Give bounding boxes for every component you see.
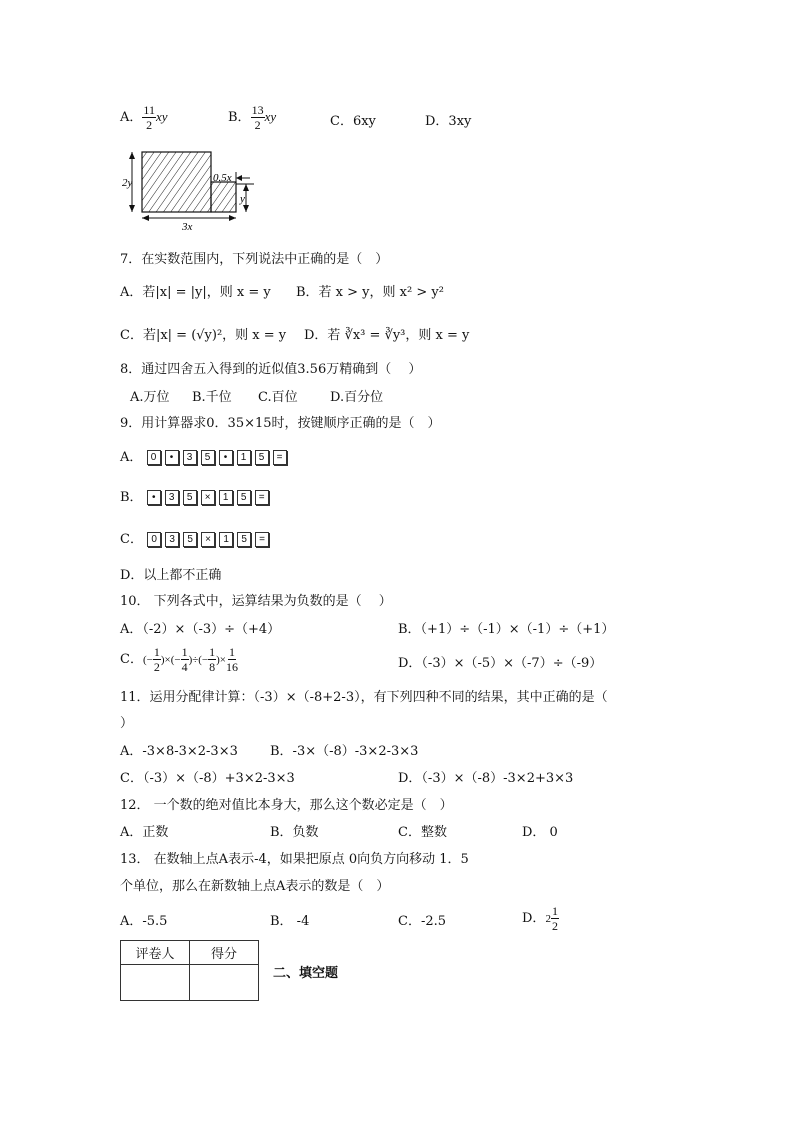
q13-option-d: D．2 $\frac{1}{2}$ xyxy=(522,904,558,933)
q10-option-c: C．(− $\frac{1}{2}$ )×(− $\frac{1}{4}$ )÷(− $\frac{1}{8}$ )× $\frac{1}{16}$ xyxy=(120,645,239,674)
q9-option-b: B． • 3 5 × 1 5 = xyxy=(120,486,273,505)
key: • xyxy=(219,450,233,465)
grader-cell[interactable] xyxy=(121,965,190,1001)
key: 0 xyxy=(147,450,161,465)
key: 1 xyxy=(237,450,251,465)
q8-stem: 8．通过四舍五入得到的近似值3.56万精确到（ ） xyxy=(120,362,422,377)
large-rectangle xyxy=(142,152,211,212)
q9-option-d: D．以上都不正确 xyxy=(120,568,222,583)
key: 5 xyxy=(237,490,251,505)
key: • xyxy=(165,450,179,465)
key: 1 xyxy=(219,490,233,505)
q8-option-b: B.千位 xyxy=(192,390,232,405)
q8-option-d: D.百分位 xyxy=(330,390,384,405)
key: 3 xyxy=(165,532,179,547)
q10-option-d: D．（-3）×（-5）×（-7）÷（-9） xyxy=(398,656,603,671)
q11-stem-line1: 11．运用分配律计算：（-3）×（-8+2-3），有下列四种不同的结果，其中正确的是（ xyxy=(120,690,608,705)
key-sequence-c xyxy=(147,532,273,547)
key: 5 xyxy=(201,450,215,465)
label-0.5x: 0.5x xyxy=(213,172,232,184)
q12-option-c: C．整数 xyxy=(398,825,447,840)
q10-stem: 10． 下列各式中，运算结果为负数的是（ ） xyxy=(120,594,392,609)
q13-option-c: C．-2.5 xyxy=(398,914,447,929)
q11-option-d: D．（-3）×（-8）-3×2+3×3 xyxy=(398,771,574,786)
key: 5 xyxy=(237,532,251,547)
q7-option-a: A．若|x| = |y|，则 x = y xyxy=(120,285,271,300)
key: 3 xyxy=(165,490,179,505)
label-y: y xyxy=(240,193,245,205)
q11-option-a: A．-3×8-3×2-3×3 xyxy=(120,744,238,759)
shaded-rectangles-figure xyxy=(120,148,260,232)
q6-option-a: A． $\frac{11}{2}$ xy xyxy=(120,103,168,132)
q8-option-a: A.万位 xyxy=(130,390,170,405)
q12-stem: 12． 一个数的绝对值比本身大，那么这个数必定是（ ） xyxy=(120,798,453,813)
key: 1 xyxy=(219,532,233,547)
q10-option-a: A．（-2）×（-3）÷（+4） xyxy=(120,622,281,637)
q12-option-b: B．负数 xyxy=(270,825,319,840)
q13-option-a: A．-5.5 xyxy=(120,914,168,929)
score-table-header-score: 得分 xyxy=(190,941,259,965)
key: × xyxy=(201,532,215,547)
q13-stem-line2: 个单位，那么在新数轴上点A表示的数是（ ） xyxy=(120,879,390,894)
score-table-header-grader: 评卷人 xyxy=(121,941,190,965)
key: = xyxy=(255,490,269,505)
section-title: 二、填空题 xyxy=(273,966,339,981)
key: × xyxy=(201,490,215,505)
q11-stem-line2: ） xyxy=(120,716,134,731)
key: 3 xyxy=(183,450,197,465)
key-sequence-b xyxy=(147,490,273,505)
key: 0 xyxy=(147,532,161,547)
key: 5 xyxy=(255,450,269,465)
key: 5 xyxy=(183,490,197,505)
q7-stem: 7．在实数范围内，下列说法中正确的是（ ） xyxy=(120,252,389,267)
q13-option-b: B． -4 xyxy=(270,914,310,929)
q13-stem-line1: 13． 在数轴上点A表示-4，如果把原点 0向负方向移动 1．5 xyxy=(120,852,469,867)
score-table xyxy=(120,940,259,1001)
q12-option-d: D． 0 xyxy=(522,825,558,840)
q6-option-c: C．6xy xyxy=(330,114,376,129)
q7-option-b: B．若 x > y，则 x² > y² xyxy=(296,285,444,300)
q12-option-a: A．正数 xyxy=(120,825,169,840)
score-cell[interactable] xyxy=(190,965,259,1001)
label-3x: 3x xyxy=(182,221,193,232)
q11-option-c: C．（-3）×（-8）+3×2-3×3 xyxy=(120,771,295,786)
q7-option-c: C．若|x| = (√y)²，则 x = y xyxy=(120,328,287,343)
q7-option-d: D．若 ∛x³ = ∛y³，则 x = y xyxy=(304,328,470,343)
key: 5 xyxy=(183,532,197,547)
q10-option-b: B．（+1）÷（-1）×（-1）÷（+1） xyxy=(398,622,615,637)
key: = xyxy=(273,450,287,465)
key: • xyxy=(147,490,161,505)
label-2y: 2y xyxy=(122,177,133,189)
q9-stem: 9．用计算器求0．35×15时，按键顺序正确的是（ ） xyxy=(120,416,441,431)
small-rectangle xyxy=(211,182,236,212)
q11-option-b: B．-3×（-8）-3×2-3×3 xyxy=(270,744,419,759)
q8-option-c: C.百位 xyxy=(258,390,298,405)
q9-option-a: A． 0 • 3 5 • 1 5 = xyxy=(120,446,291,465)
key: = xyxy=(255,532,269,547)
key-sequence-a xyxy=(147,450,291,465)
q6-option-b: B． $\frac{13}{2}$ xy xyxy=(228,103,277,132)
q6-option-d: D．3xy xyxy=(425,114,472,129)
q9-option-c: C． 0 3 5 × 1 5 = xyxy=(120,528,273,547)
